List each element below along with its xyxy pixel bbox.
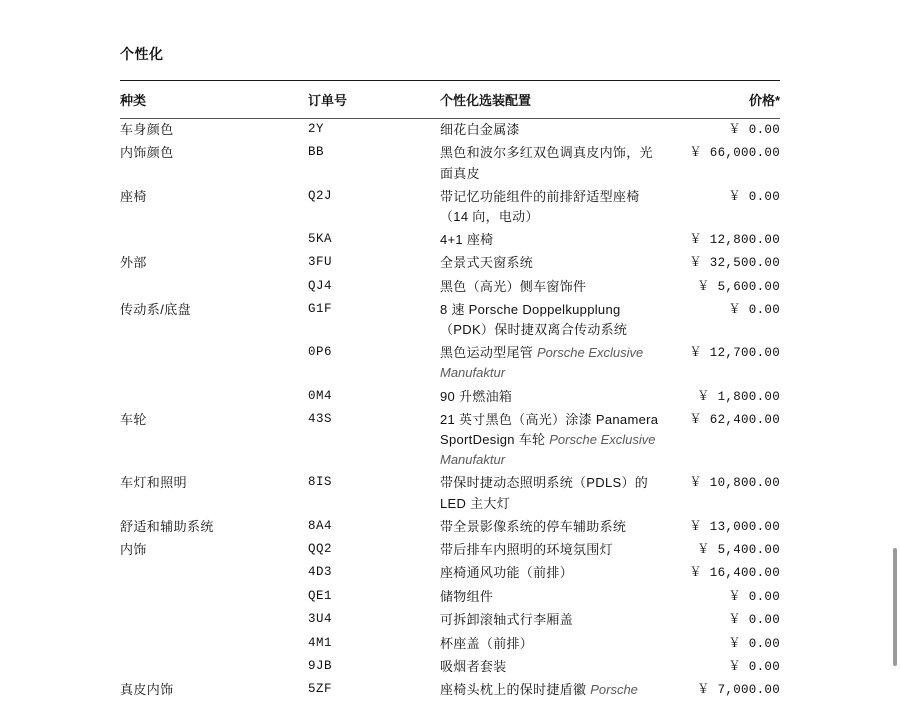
- description-text: 带全景影像系统的停车辅助系统: [440, 518, 627, 534]
- cell-category: 座椅: [120, 188, 147, 204]
- cell-price: ￥ 0.00: [728, 189, 780, 204]
- table-row: [120, 276, 780, 299]
- cell-category: [120, 386, 308, 409]
- cell-description: [440, 276, 672, 299]
- description-text: 带后排车内照明的环境氛围灯: [440, 542, 613, 558]
- cell-price: ￥ 13,000.00: [689, 519, 780, 534]
- cell-description: [440, 252, 672, 275]
- cell-description: [440, 562, 672, 585]
- cell-order-code: 2Y: [308, 122, 325, 136]
- table-row: [120, 539, 780, 562]
- description-text: 带记忆功能组件的前排舒适型座椅（14 向，电动）: [440, 188, 640, 224]
- cell-description: [440, 472, 672, 515]
- cell-category: 舒适和辅助系统: [120, 518, 214, 534]
- description-text: 90 升燃油箱: [440, 388, 513, 404]
- cell-category: 传动系/底盘: [120, 302, 192, 318]
- table-row: [120, 142, 780, 185]
- vertical-scrollbar[interactable]: [893, 548, 897, 666]
- table-header-row: [120, 81, 780, 118]
- cell-order-code: 5ZF: [308, 682, 333, 697]
- description-text: 细花白金属漆: [440, 122, 520, 137]
- cell-order-code: 5KA: [308, 231, 333, 246]
- column-header-code: 订单号: [308, 93, 348, 108]
- cell-order-code: 3U4: [308, 612, 333, 627]
- cell-price: ￥ 0.00: [728, 636, 780, 651]
- cell-order-code: QE1: [308, 588, 333, 603]
- cell-category: 车轮: [120, 412, 147, 427]
- cell-category: [120, 229, 308, 252]
- cell-category: 外部: [120, 255, 147, 271]
- table-row: [120, 656, 780, 679]
- description-text: 座椅通风功能（前排）: [440, 565, 574, 581]
- cell-description: [440, 409, 672, 472]
- cell-description: [440, 342, 672, 385]
- table-row: [120, 586, 780, 609]
- cell-description: [440, 119, 672, 142]
- cell-description: [440, 299, 672, 342]
- cell-order-code: 0P6: [308, 345, 333, 360]
- cell-description: [440, 229, 672, 252]
- cell-category: [120, 609, 308, 632]
- description-text: 杯座盖（前排）: [440, 635, 534, 651]
- cell-category: [120, 633, 308, 656]
- cell-price: ￥ 0.00: [728, 613, 780, 628]
- description-text: 吸烟者套装: [440, 658, 507, 674]
- cell-order-code: 43S: [308, 412, 333, 426]
- cell-category: 真皮内饰: [120, 682, 174, 698]
- cell-category: 车灯和照明: [120, 475, 188, 491]
- table-row: [120, 186, 780, 229]
- cell-category: [120, 586, 308, 609]
- table-row: [120, 609, 780, 632]
- cell-category: 内饰: [120, 542, 147, 558]
- personalization-table-body: [120, 119, 780, 703]
- cell-price: ￥ 62,400.00: [689, 413, 780, 427]
- description-text: 储物组件: [440, 588, 494, 604]
- description-emphasis: Porsche Exclusive Manufaktur: [440, 345, 644, 381]
- cell-price: ￥ 66,000.00: [689, 146, 780, 161]
- description-text: 黑色运动型尾管: [440, 345, 538, 361]
- description-text: 21 英寸黑色（高光）涂漆 Panamera SportDesign 车轮: [440, 412, 659, 448]
- cell-order-code: 4D3: [308, 565, 333, 580]
- cell-order-code: QJ4: [308, 278, 333, 293]
- table-row: [120, 633, 780, 656]
- cell-category: [120, 562, 308, 585]
- cell-description: [440, 609, 672, 632]
- table-row: [120, 386, 780, 409]
- cell-category: 车身颜色: [120, 122, 174, 137]
- table-row: [120, 562, 780, 585]
- cell-price: ￥ 10,800.00: [689, 476, 780, 491]
- table-row: [120, 119, 780, 142]
- cell-price: ￥ 12,800.00: [689, 232, 780, 247]
- cell-order-code: Q2J: [308, 188, 333, 203]
- cell-order-code: 9JB: [308, 658, 333, 673]
- table-row: [120, 409, 780, 472]
- description-text: 可拆卸滚轴式行李厢盖: [440, 612, 574, 628]
- table-row: [120, 342, 780, 385]
- column-header-description: 个性化选装配置: [440, 93, 532, 108]
- table-row: [120, 472, 780, 515]
- description-text: 黑色（高光）侧车窗饰件: [440, 278, 587, 294]
- table-row: [120, 516, 780, 539]
- description-text: 全景式天窗系统: [440, 255, 534, 271]
- cell-price: ￥ 0.00: [728, 589, 780, 604]
- cell-description: [440, 586, 672, 609]
- cell-price: ￥ 16,400.00: [689, 566, 780, 581]
- cell-category: [120, 656, 308, 679]
- cell-order-code: G1F: [308, 302, 333, 317]
- cell-description: [440, 386, 672, 409]
- description-text: 8 速 Porsche Doppelkupplung（PDK）保时捷双离合传动系统: [440, 302, 628, 338]
- description-text: 座椅头枕上的保时捷盾徽: [440, 682, 591, 698]
- cell-description: [440, 679, 672, 702]
- cell-description: [440, 656, 672, 679]
- cell-category: [120, 276, 308, 299]
- cell-description: [440, 142, 672, 185]
- cell-description: [440, 186, 672, 229]
- table-row: [120, 299, 780, 342]
- cell-price: ￥ 12,700.00: [689, 346, 780, 361]
- table-row: [120, 679, 780, 702]
- column-header-price: 价格*: [748, 93, 780, 108]
- cell-price: ￥ 1,800.00: [696, 389, 780, 404]
- description-emphasis: Porsche: [590, 682, 638, 698]
- cell-description: [440, 539, 672, 562]
- table-row: [120, 252, 780, 275]
- description-text: 4+1 座椅: [440, 231, 494, 247]
- cell-category: 内饰颜色: [120, 145, 174, 161]
- cell-price: ￥ 0.00: [728, 659, 780, 674]
- cell-price: ￥ 7,000.00: [696, 683, 780, 698]
- cell-price: ￥ 5,600.00: [696, 279, 780, 294]
- table-row: [120, 229, 780, 252]
- table-body: [120, 119, 780, 703]
- cell-order-code: 4M1: [308, 635, 333, 650]
- cell-description: [440, 516, 672, 539]
- cell-order-code: 0M4: [308, 388, 333, 403]
- column-header-category: 种类: [120, 93, 147, 108]
- cell-price: ￥ 0.00: [728, 123, 780, 137]
- cell-order-code: 8IS: [308, 475, 333, 490]
- cell-price: ￥ 32,500.00: [689, 256, 780, 271]
- cell-order-code: BB: [308, 145, 325, 160]
- personalization-table: [120, 81, 780, 118]
- cell-order-code: QQ2: [308, 542, 333, 557]
- cell-category: [120, 342, 308, 385]
- page-title: 个性化: [120, 46, 164, 62]
- table-header: [120, 81, 780, 118]
- description-text: 黑色和波尔多红双色调真皮内饰，光面真皮: [440, 145, 653, 181]
- description-text: 带保时捷动态照明系统（PDLS）的 LED 主大灯: [440, 475, 649, 511]
- cell-description: [440, 633, 672, 656]
- description-emphasis: Porsche Exclusive Manufaktur: [440, 432, 656, 468]
- cell-order-code: 8A4: [308, 518, 333, 533]
- cell-order-code: 3FU: [308, 255, 333, 270]
- cell-price: ￥ 5,400.00: [696, 543, 780, 558]
- cell-price: ￥ 0.00: [728, 303, 780, 318]
